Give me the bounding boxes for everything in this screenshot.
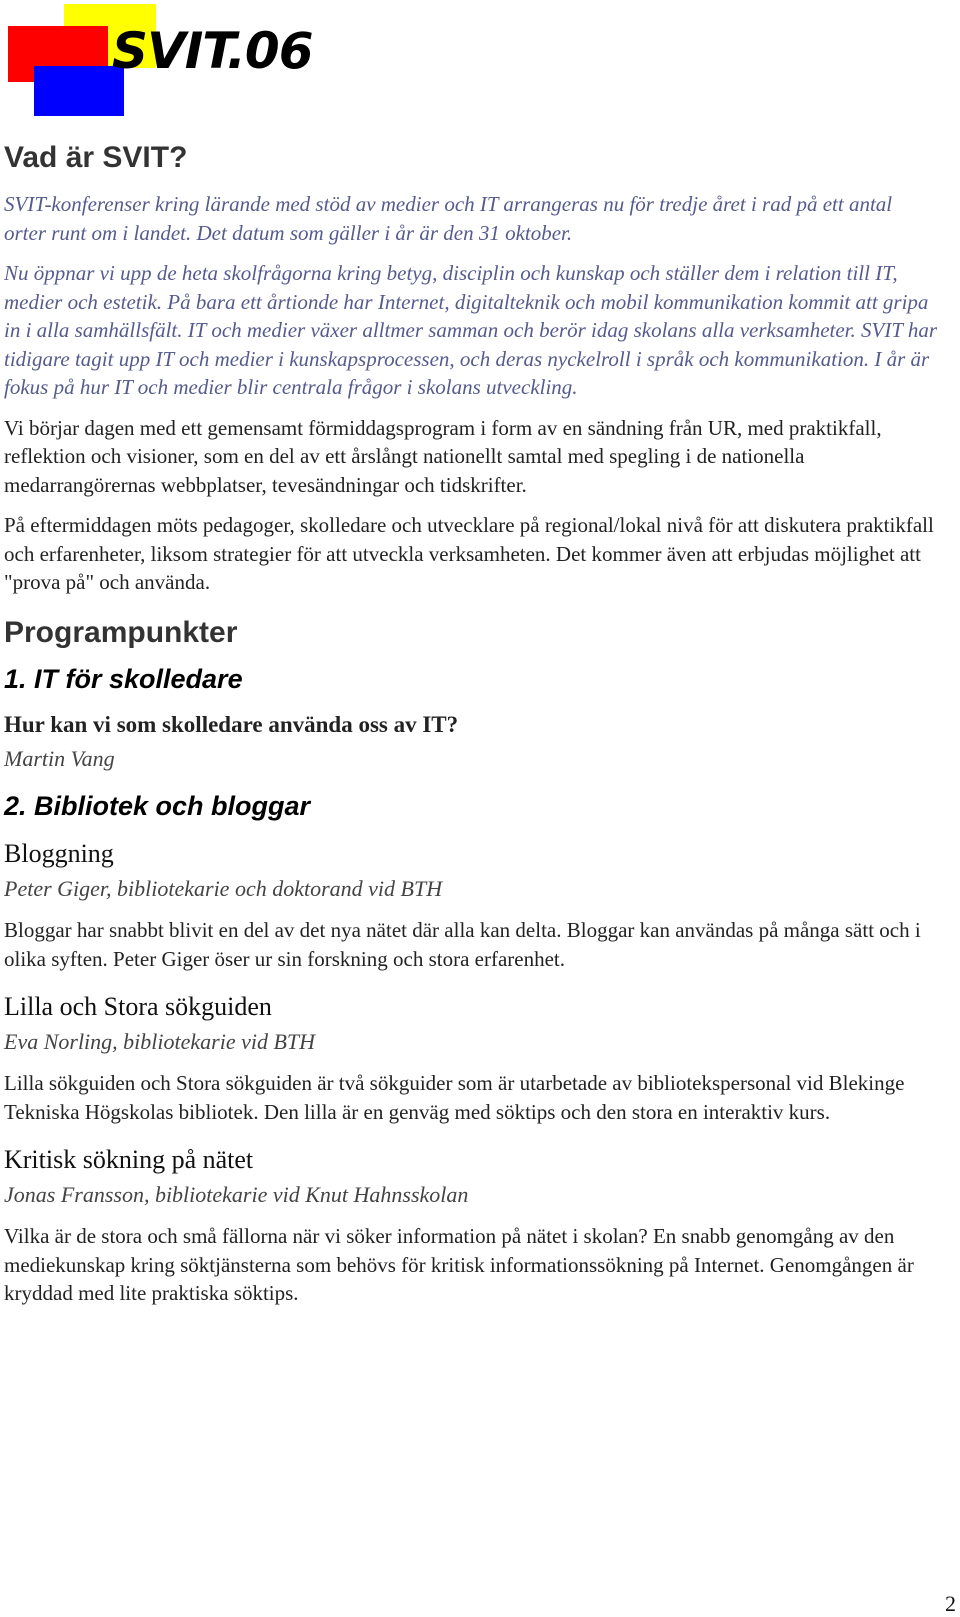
program-heading: Programpunkter [4, 615, 238, 649]
talk-block [4, 1144, 939, 1308]
talk-title: Kritisk sökning på nätet [4, 1145, 254, 1174]
talk-description: Vilka är de stora och små fällorna när vi söker information på nätet i skolan? En snabb genomgång av den mediekunskap kring söktjänsterna som behövs för kritisk informationssökning på Internet. Genomgången är kryddad med lite praktiska söktips. [4, 1224, 914, 1305]
talk-title: Hur kan vi som skolledare använda oss av IT? [4, 712, 459, 738]
talk-block [4, 991, 939, 1126]
talk-title: Lilla och Stora sökguiden [4, 992, 272, 1021]
talk-speaker: Peter Giger, bibliotekarie och doktorand vid BTH [4, 876, 443, 901]
body-paragraph-1: Vi börjar dagen med ett gemensamt förmiddagsprogram i form av en sändning från UR, med praktikfall, reflektion och visioner, som en del av ett årslångt nationellt samtal med spegling i de nationella medarrangörernas webbplatser, tevesändningar och tidskrifter. [4, 415, 882, 497]
page-heading: Vad är SVIT? [4, 141, 188, 174]
logo-blue-square [34, 66, 124, 116]
talk-speaker: Eva Norling, bibliotekarie vid BTH [4, 1029, 316, 1054]
page-number: 2 [945, 1591, 956, 1616]
main-content [4, 140, 939, 1320]
svit-logo [8, 4, 313, 116]
talk-description: Lilla sökguiden och Stora sökguiden är två sökguider som är utarbetade av bibliotekspersonal vid Blekinge Tekniska Högskolas bibliotek. Den lilla är en genväg med söktips och den stora en interaktiv kurs. [4, 1071, 905, 1124]
talk-speaker: Jonas Fransson, bibliotekarie vid Knut Hahnsskolan [4, 1182, 469, 1207]
program-item-1-heading: 1. IT för skolledare [4, 663, 243, 694]
intro-paragraph-1: SVIT-konferenser kring lärande med stöd av medier och IT arrangeras nu för tredje året i rad på ett antal orter runt om i landet. Det datum som gäller i år är den 31 oktober. [4, 192, 893, 245]
talk-block [4, 838, 939, 973]
program-item-2-heading: 2. Bibliotek och bloggar [4, 791, 311, 822]
logo-wordmark: SVIT.06 [112, 22, 313, 80]
talk-description: Bloggar har snabbt blivit en del av det nya nätet där alla kan delta. Bloggar kan användas på många sätt och i olika syften. Peter Giger öser ur sin forskning och stora erfarenhet. [4, 918, 921, 971]
body-paragraph-2: På eftermiddagen möts pedagoger, skolledare och utvecklare på regional/lokal nivå för att diskutera praktikfall och erfarenheter, liksom strategier för att utveckla verksamheten. Det kommer även att erbjudas möjlighet att "prova på" och använda. [4, 513, 934, 594]
intro-paragraph-2: Nu öppnar vi upp de heta skolfrågorna kring betyg, disciplin och kunskap och ställer dem i relation till IT, medier och estetik. På bara ett årtionde har Internet, digitalteknik och mobil kommunikation kommit att gripa in i alla samhällsfält. IT och medier växer alltmer samman och berör idag skolans alla verksamheter. SVIT har tidigare tagit upp IT och medier i kunskapsprocessen, och deras nyckelroll i språk och kommunikation. I år är fokus på hur IT och medier blir centrala frågor i skolans utveckling. [4, 261, 938, 399]
talk-title: Bloggning [4, 839, 114, 868]
talk-speaker: Martin Vang [4, 746, 115, 772]
